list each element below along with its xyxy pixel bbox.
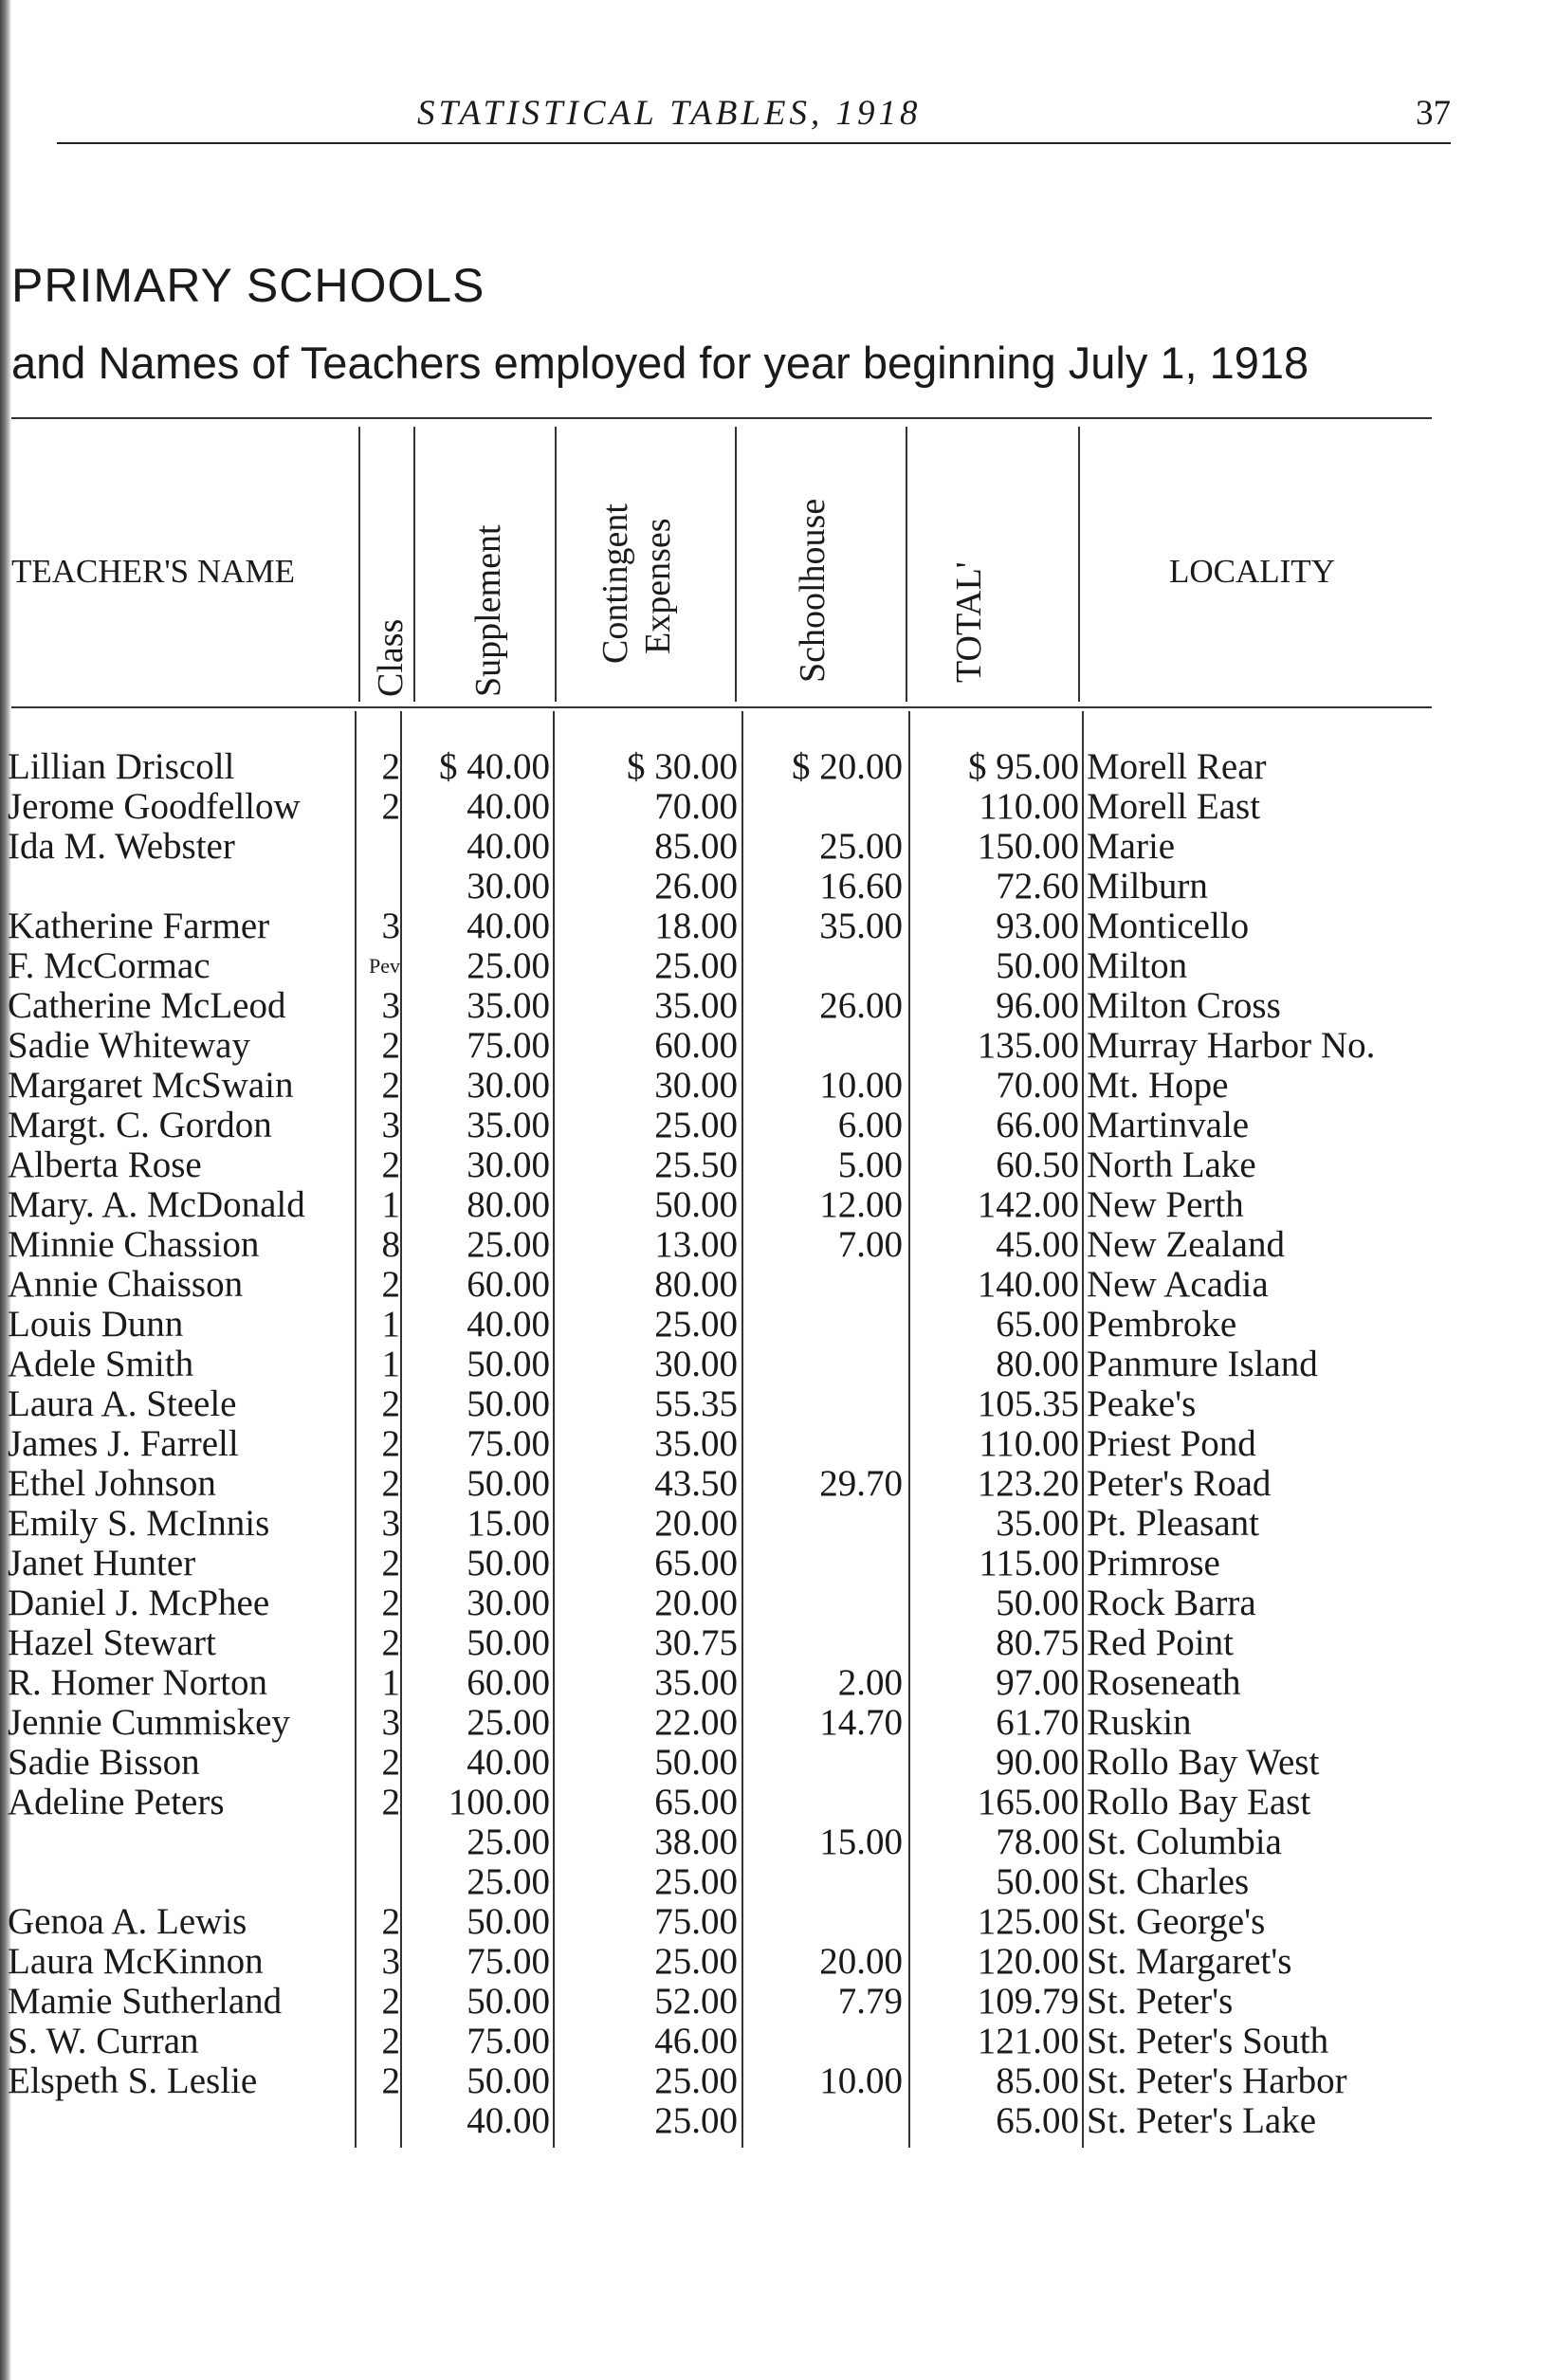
cell-locality: St. Peter's Harbor xyxy=(1087,2060,1347,2101)
cell-class: 2 xyxy=(381,2060,400,2101)
cell-total: 110.00 xyxy=(979,786,1079,827)
cell-schoolhouse: 12.00 xyxy=(819,1184,903,1225)
cell-contingent: 38.00 xyxy=(654,1822,738,1862)
cell-name: Lillian Driscoll xyxy=(8,746,235,787)
cell-schoolhouse: 10.00 xyxy=(819,2060,903,2101)
cell-total: 61.70 xyxy=(996,1702,1079,1743)
cell-class: 2 xyxy=(381,1583,400,1623)
cell-supplement: 25.00 xyxy=(467,945,550,986)
table-row xyxy=(0,1066,1556,1106)
header-contingent: Contingent xyxy=(595,503,635,664)
cell-contingent: 18.00 xyxy=(654,906,738,946)
cell-total: 123.20 xyxy=(977,1463,1079,1504)
cell-contingent: 25.00 xyxy=(654,1861,738,1902)
column-rule xyxy=(735,427,737,702)
table-row xyxy=(0,2022,1556,2061)
cell-class: 3 xyxy=(381,1702,400,1743)
cell-locality: Pt. Pleasant xyxy=(1087,1503,1259,1544)
table-row xyxy=(0,1584,1556,1623)
cell-contingent: 30.75 xyxy=(654,1622,738,1663)
cell-contingent: 50.00 xyxy=(654,1742,738,1783)
cell-supplement: 75.00 xyxy=(467,1423,550,1464)
cell-total: 142.00 xyxy=(977,1184,1079,1225)
cell-total: 50.00 xyxy=(996,1583,1079,1623)
cell-class: 3 xyxy=(381,1105,400,1145)
running-head-rule xyxy=(57,142,1451,144)
cell-total: 50.00 xyxy=(996,1861,1079,1902)
cell-contingent: 20.00 xyxy=(654,1583,738,1623)
cell-total: 140.00 xyxy=(977,1264,1079,1305)
cell-locality: Morell East xyxy=(1087,786,1261,827)
cell-name: Katherine Farmer xyxy=(8,906,270,946)
column-rule xyxy=(906,427,907,702)
cell-locality: New Perth xyxy=(1087,1184,1244,1225)
cell-class: 3 xyxy=(381,1941,400,1982)
cell-class: 2 xyxy=(381,1383,400,1424)
cell-locality: Red Point xyxy=(1087,1622,1234,1663)
cell-name: Sadie Bisson xyxy=(8,1742,200,1783)
cell-total: 65.00 xyxy=(996,1304,1079,1345)
cell-name: Mary. A. McDonald xyxy=(8,1184,305,1225)
cell-name: Elspeth S. Leslie xyxy=(8,2060,258,2101)
cell-class: 1 xyxy=(381,1184,400,1225)
header-locality: LOCALITY xyxy=(1169,553,1335,590)
cell-contingent: 75.00 xyxy=(654,1901,738,1942)
cell-locality: Primrose xyxy=(1087,1543,1220,1584)
cell-class: 2 xyxy=(381,1782,400,1822)
cell-class: 2 xyxy=(381,1901,400,1942)
cell-contingent: $ 30.00 xyxy=(627,746,738,787)
cell-name: Laura A. Steele xyxy=(8,1383,237,1424)
table-row xyxy=(0,1703,1556,1743)
cell-locality: St. Peter's xyxy=(1087,1981,1234,2022)
cell-schoolhouse: 26.00 xyxy=(819,985,903,1026)
cell-class: 2 xyxy=(381,1463,400,1504)
cell-total: 165.00 xyxy=(977,1782,1079,1822)
cell-class: 1 xyxy=(381,1662,400,1703)
cell-supplement: 40.00 xyxy=(467,826,550,867)
cell-total: 90.00 xyxy=(996,1742,1079,1783)
table-row xyxy=(0,1822,1556,1862)
cell-schoolhouse: $ 20.00 xyxy=(792,746,903,787)
cell-supplement: 25.00 xyxy=(467,1861,550,1902)
header-total: TOTAL' xyxy=(949,561,989,683)
table-row xyxy=(0,1106,1556,1145)
cell-class: 3 xyxy=(381,985,400,1026)
table-row xyxy=(0,1544,1556,1584)
column-rule xyxy=(358,427,360,702)
cell-locality: Rollo Bay East xyxy=(1087,1782,1311,1822)
cell-class: 2 xyxy=(381,1065,400,1106)
cell-locality: St. Charles xyxy=(1087,1861,1250,1902)
column-rule xyxy=(555,427,557,702)
table-row xyxy=(0,1504,1556,1544)
cell-contingent: 70.00 xyxy=(654,786,738,827)
cell-total: 105.35 xyxy=(977,1383,1079,1424)
cell-class: 2 xyxy=(381,1144,400,1185)
cell-contingent: 25.00 xyxy=(654,2060,738,2101)
table-row xyxy=(0,1623,1556,1663)
cell-class: 2 xyxy=(381,1264,400,1305)
cell-total: 66.00 xyxy=(996,1105,1079,1145)
cell-name: F. McCormac xyxy=(8,945,211,986)
cell-class: 2 xyxy=(381,1543,400,1584)
cell-total: 80.00 xyxy=(996,1344,1079,1384)
cell-total: 50.00 xyxy=(996,945,1079,986)
cell-total: 110.00 xyxy=(979,1423,1079,1464)
cell-name: Daniel J. McPhee xyxy=(8,1583,270,1623)
cell-name: Margt. C. Gordon xyxy=(8,1105,272,1145)
cell-contingent: 43.50 xyxy=(654,1463,738,1504)
cell-total: 35.00 xyxy=(996,1503,1079,1544)
cell-locality: St. Margaret's xyxy=(1087,1941,1292,1982)
cell-contingent: 35.00 xyxy=(654,1662,738,1703)
cell-locality: St. Columbia xyxy=(1087,1822,1282,1862)
table-row xyxy=(0,1145,1556,1185)
cell-schoolhouse: 35.00 xyxy=(819,906,903,946)
header-expenses: Expenses xyxy=(638,518,678,654)
cell-name: Alberta Rose xyxy=(8,1144,202,1185)
table-row xyxy=(0,747,1556,787)
cell-schoolhouse: 2.00 xyxy=(837,1662,903,1703)
cell-supplement: 35.00 xyxy=(467,985,550,1026)
cell-locality: Roseneath xyxy=(1087,1662,1241,1703)
cell-contingent: 85.00 xyxy=(654,826,738,867)
cell-name: Hazel Stewart xyxy=(8,1622,216,1663)
table-row xyxy=(0,827,1556,867)
cell-total: 150.00 xyxy=(977,826,1079,867)
cell-class: 1 xyxy=(381,1344,400,1384)
cell-locality: Ruskin xyxy=(1087,1702,1192,1743)
cell-locality: Milton xyxy=(1087,945,1188,986)
cell-supplement: 50.00 xyxy=(467,1901,550,1942)
cell-locality: Panmure Island xyxy=(1087,1344,1318,1384)
table-row xyxy=(0,1464,1556,1504)
table-row xyxy=(0,1424,1556,1464)
cell-name: Catherine McLeod xyxy=(8,985,286,1026)
header-supplement: Supplement xyxy=(468,524,508,697)
cell-contingent: 13.00 xyxy=(654,1224,738,1265)
cell-supplement: 100.00 xyxy=(448,1782,550,1822)
cell-contingent: 60.00 xyxy=(654,1025,738,1066)
cell-total: 85.00 xyxy=(996,2060,1079,2101)
header-bottom-rule xyxy=(11,706,1432,708)
cell-supplement: 75.00 xyxy=(467,1025,550,1066)
cell-name: Laura McKinnon xyxy=(8,1941,264,1982)
cell-contingent: 20.00 xyxy=(654,1503,738,1544)
cell-total: 135.00 xyxy=(977,1025,1079,1066)
cell-supplement: 40.00 xyxy=(467,1742,550,1783)
cell-supplement: 40.00 xyxy=(467,786,550,827)
cell-name: Sadie Whiteway xyxy=(8,1025,250,1066)
table-row xyxy=(0,1743,1556,1783)
column-rule xyxy=(1078,427,1080,702)
cell-total: 121.00 xyxy=(977,2021,1079,2061)
cell-supplement: 30.00 xyxy=(467,1065,550,1106)
cell-locality: St. George's xyxy=(1087,1901,1266,1942)
cell-class: 2 xyxy=(381,2021,400,2061)
cell-supplement: 50.00 xyxy=(467,1543,550,1584)
table-row xyxy=(0,1942,1556,1982)
cell-supplement: 40.00 xyxy=(467,2100,550,2141)
cell-total: 96.00 xyxy=(996,985,1079,1026)
cell-locality: Martinvale xyxy=(1087,1105,1250,1145)
cell-contingent: 25.00 xyxy=(654,945,738,986)
cell-class: 2 xyxy=(381,1622,400,1663)
cell-contingent: 52.00 xyxy=(654,1981,738,2022)
cell-locality: North Lake xyxy=(1087,1144,1256,1185)
cell-total: 115.00 xyxy=(979,1543,1079,1584)
cell-supplement: 50.00 xyxy=(467,1463,550,1504)
table-row xyxy=(0,1862,1556,1902)
cell-total: 65.00 xyxy=(996,2100,1079,2141)
cell-class: 2 xyxy=(381,1025,400,1066)
cell-locality: Murray Harbor No. xyxy=(1087,1025,1376,1066)
cell-class: 2 xyxy=(381,746,400,787)
cell-locality: Monticello xyxy=(1087,906,1250,946)
cell-contingent: 46.00 xyxy=(654,2021,738,2061)
cell-schoolhouse: 7.00 xyxy=(837,1224,903,1265)
cell-supplement: 30.00 xyxy=(467,866,550,906)
cell-class: 1 xyxy=(381,1304,400,1345)
cell-contingent: 35.00 xyxy=(654,985,738,1026)
cell-schoolhouse: 15.00 xyxy=(819,1822,903,1862)
cell-name: R. Homer Norton xyxy=(8,1662,268,1703)
cell-class: Pev xyxy=(369,954,400,978)
cell-contingent: 65.00 xyxy=(654,1782,738,1822)
cell-contingent: 25.00 xyxy=(654,1941,738,1982)
cell-contingent: 22.00 xyxy=(654,1702,738,1743)
cell-total: 93.00 xyxy=(996,906,1079,946)
table-row xyxy=(0,1982,1556,2022)
cell-schoolhouse: 14.70 xyxy=(819,1702,903,1743)
cell-total: 70.00 xyxy=(996,1065,1079,1106)
table-row xyxy=(0,787,1556,827)
cell-locality: New Zealand xyxy=(1087,1224,1285,1265)
table-row xyxy=(0,1345,1556,1384)
table-row xyxy=(0,1663,1556,1703)
cell-schoolhouse: 7.79 xyxy=(837,1981,903,2022)
cell-supplement: 80.00 xyxy=(467,1184,550,1225)
cell-supplement: 30.00 xyxy=(467,1583,550,1623)
cell-total: 80.75 xyxy=(996,1622,1079,1663)
cell-locality: Pembroke xyxy=(1087,1304,1237,1345)
cell-total: 60.50 xyxy=(996,1144,1079,1185)
cell-total: $ 95.00 xyxy=(968,746,1079,787)
table-row xyxy=(0,2101,1556,2141)
table-row xyxy=(0,2061,1556,2101)
cell-name: Jennie Cummiskey xyxy=(8,1702,290,1743)
cell-total: 125.00 xyxy=(977,1901,1079,1942)
cell-total: 120.00 xyxy=(977,1941,1079,1982)
table-body xyxy=(0,747,1556,2141)
cell-total: 97.00 xyxy=(996,1662,1079,1703)
cell-name: Minnie Chassion xyxy=(8,1224,260,1265)
cell-class: 2 xyxy=(381,1423,400,1464)
cell-supplement: 75.00 xyxy=(467,1941,550,1982)
cell-supplement: 40.00 xyxy=(467,906,550,946)
cell-schoolhouse: 25.00 xyxy=(819,826,903,867)
cell-locality: Peter's Road xyxy=(1087,1463,1272,1504)
cell-supplement: 50.00 xyxy=(467,2060,550,2101)
table-row xyxy=(0,1305,1556,1345)
table-row xyxy=(0,1026,1556,1066)
cell-total: 109.79 xyxy=(977,1981,1079,2022)
cell-locality: Priest Pond xyxy=(1087,1423,1256,1464)
table-row xyxy=(0,1185,1556,1225)
cell-contingent: 35.00 xyxy=(654,1423,738,1464)
table-row xyxy=(0,1783,1556,1822)
cell-supplement: 60.00 xyxy=(467,1662,550,1703)
cell-locality: New Acadia xyxy=(1087,1264,1269,1305)
cell-supplement: 40.00 xyxy=(467,1304,550,1345)
cell-schoolhouse: 5.00 xyxy=(837,1144,903,1185)
cell-contingent: 80.00 xyxy=(654,1264,738,1305)
cell-supplement: 50.00 xyxy=(467,1622,550,1663)
cell-supplement: $ 40.00 xyxy=(439,746,550,787)
header-top-rule xyxy=(11,417,1432,419)
cell-contingent: 25.00 xyxy=(654,1304,738,1345)
cell-schoolhouse: 16.60 xyxy=(819,866,903,906)
cell-name: Adeline Peters xyxy=(8,1782,225,1822)
cell-contingent: 50.00 xyxy=(654,1184,738,1225)
table-row xyxy=(0,1265,1556,1305)
cell-class: 2 xyxy=(381,786,400,827)
cell-locality: Peake's xyxy=(1087,1383,1197,1424)
table-row xyxy=(0,946,1556,986)
cell-schoolhouse: 29.70 xyxy=(819,1463,903,1504)
cell-contingent: 25.50 xyxy=(654,1144,738,1185)
cell-locality: Milburn xyxy=(1087,866,1208,906)
cell-name: Jerome Goodfellow xyxy=(8,786,301,827)
table-row xyxy=(0,906,1556,946)
cell-total: 72.60 xyxy=(996,866,1079,906)
cell-class: 3 xyxy=(381,1503,400,1544)
cell-contingent: 26.00 xyxy=(654,866,738,906)
cell-class: 8 xyxy=(381,1224,400,1265)
cell-locality: Mt. Hope xyxy=(1087,1065,1229,1106)
cell-name: S. W. Curran xyxy=(8,2021,199,2061)
cell-class: 3 xyxy=(381,906,400,946)
cell-name: Mamie Sutherland xyxy=(8,1981,283,2022)
cell-locality: Rollo Bay West xyxy=(1087,1742,1320,1783)
cell-locality: Marie xyxy=(1087,826,1176,867)
cell-supplement: 50.00 xyxy=(467,1344,550,1384)
cell-supplement: 60.00 xyxy=(467,1264,550,1305)
cell-contingent: 65.00 xyxy=(654,1543,738,1584)
table-row xyxy=(0,1225,1556,1265)
cell-name: Genoa A. Lewis xyxy=(8,1901,247,1942)
cell-locality: St. Peter's South xyxy=(1087,2021,1329,2061)
header-schoolhouse: Schoolhouse xyxy=(793,498,833,683)
cell-name: Louis Dunn xyxy=(8,1304,184,1345)
page-number: 37 xyxy=(1416,94,1451,133)
cell-schoolhouse: 6.00 xyxy=(837,1105,903,1145)
cell-supplement: 25.00 xyxy=(467,1224,550,1265)
cell-name: Adele Smith xyxy=(8,1344,194,1384)
table-row xyxy=(0,1902,1556,1942)
cell-contingent: 30.00 xyxy=(654,1065,738,1106)
cell-name: Annie Chaisson xyxy=(8,1264,244,1305)
cell-class: 2 xyxy=(381,1981,400,2022)
table-row xyxy=(0,867,1556,906)
cell-supplement: 15.00 xyxy=(467,1503,550,1544)
cell-name: Emily S. McInnis xyxy=(8,1503,270,1544)
cell-contingent: 25.00 xyxy=(654,2100,738,2141)
cell-locality: St. Peter's Lake xyxy=(1087,2100,1317,2141)
cell-class: 2 xyxy=(381,1742,400,1783)
cell-name: James J. Farrell xyxy=(8,1423,239,1464)
cell-schoolhouse: 20.00 xyxy=(819,1941,903,1982)
table-row xyxy=(0,986,1556,1026)
running-head xyxy=(57,93,1451,150)
cell-contingent: 30.00 xyxy=(654,1344,738,1384)
header-class: Class xyxy=(371,618,411,697)
cell-supplement: 50.00 xyxy=(467,1383,550,1424)
cell-supplement: 35.00 xyxy=(467,1105,550,1145)
cell-total: 45.00 xyxy=(996,1224,1079,1265)
page-subtitle: and Names of Teachers employed for year beginning July 1, 1918 xyxy=(11,338,1309,388)
cell-supplement: 25.00 xyxy=(467,1822,550,1862)
header-teacher: TEACHER'S NAME xyxy=(11,553,295,590)
cell-name: Janet Hunter xyxy=(8,1543,196,1584)
cell-supplement: 50.00 xyxy=(467,1981,550,2022)
cell-name: Ethel Johnson xyxy=(8,1463,216,1504)
cell-total: 78.00 xyxy=(996,1822,1079,1862)
cell-contingent: 55.35 xyxy=(654,1383,738,1424)
column-rule xyxy=(413,427,415,702)
cell-supplement: 75.00 xyxy=(467,2021,550,2061)
page-title: PRIMARY SCHOOLS xyxy=(11,259,485,312)
cell-supplement: 25.00 xyxy=(467,1702,550,1743)
cell-locality: Morell Rear xyxy=(1087,746,1267,787)
cell-supplement: 30.00 xyxy=(467,1144,550,1185)
cell-schoolhouse: 10.00 xyxy=(819,1065,903,1106)
cell-contingent: 25.00 xyxy=(654,1105,738,1145)
cell-locality: Rock Barra xyxy=(1087,1583,1256,1623)
table-row xyxy=(0,1384,1556,1424)
cell-name: Ida M. Webster xyxy=(8,826,235,867)
cell-name: Margaret McSwain xyxy=(8,1065,294,1106)
running-title: STATISTICAL TABLES, 1918 xyxy=(417,94,922,133)
cell-locality: Milton Cross xyxy=(1087,985,1281,1026)
